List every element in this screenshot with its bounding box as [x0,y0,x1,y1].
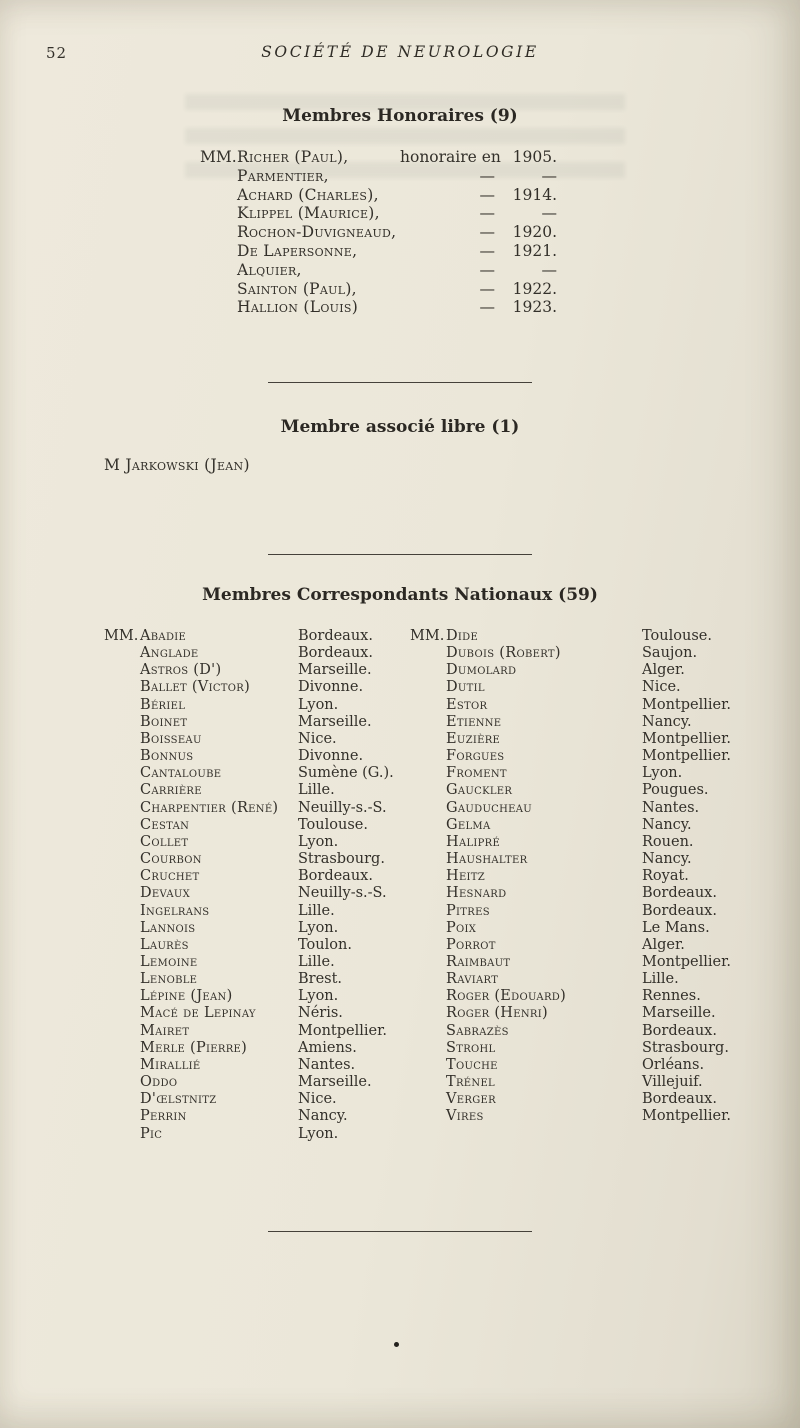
mm-prefix [410,937,446,954]
member-name: Hallion (Louis) [237,298,359,317]
correspondant-row [104,834,406,851]
member-name: Pic [140,1125,163,1142]
member-city: Lyon. [298,919,339,936]
member-city: Bordeaux. [642,1022,717,1039]
member-city: Bordeaux. [642,902,717,919]
member-name: Boisseau [140,730,202,747]
member-city: Toulouse. [298,816,368,833]
correspondant-row [410,1040,750,1057]
member-name: Dumolard [446,662,517,679]
mm-prefix [104,920,140,937]
honoraires-row [200,242,562,261]
honoraire-year: 1920. [512,223,557,242]
honoraire-note: — [479,260,495,279]
member-city: Bordeaux. [642,1091,717,1108]
member-name: Laurès [140,936,189,953]
member-name: Astros (D') [140,662,222,679]
mm-prefix [104,800,140,817]
correspondant-row [104,920,406,937]
honoraires-row [200,298,562,317]
mm-prefix [104,1074,140,1091]
honoraires-row [200,261,562,280]
correspondant-row [104,1126,406,1143]
correspondant-row [104,1005,406,1022]
mm-prefix [104,988,140,1005]
mm-prefix: MM. [200,148,237,166]
member-name: Pitres [446,902,490,919]
correspondants-section-title: Membres Correspondants Nationaux (59) [202,585,598,605]
member-name: Bonnus [140,748,194,765]
member-name: Klippel (Maurice), [237,204,380,223]
member-name: Mirallié [140,1056,201,1073]
correspondant-row [410,731,750,748]
correspondant-row [104,1023,406,1040]
mm-prefix [200,242,237,261]
member-city: Divonne. [298,679,364,696]
mm-prefix [104,1005,140,1022]
member-name: Parmentier, [237,166,329,185]
correspondant-row [104,1040,406,1057]
member-city: Marseille. [298,662,372,679]
page-number: 52 [46,44,68,62]
member-name: Verger [446,1091,496,1108]
correspondant-row [410,662,750,679]
member-name: Bériel [140,696,186,713]
member-name: Cestan [140,816,190,833]
mm-prefix [410,697,446,714]
mm-prefix [104,1057,140,1074]
member-name: Lenoble [140,971,198,988]
member-name: Merle (Pierre) [140,1039,248,1056]
honoraires-row [200,204,562,223]
member-city: Nice. [642,679,681,696]
member-name: D'œlstnitz [140,1091,217,1108]
mm-prefix [410,800,446,817]
honoraires-row [200,186,562,205]
correspondant-row [410,800,750,817]
member-city: Montpellier. [642,953,732,970]
member-name: Hesnard [446,885,507,902]
mm-prefix [104,731,140,748]
honoraire-year: 1905. [512,148,557,166]
running-title: SOCIÉTÉ DE NEUROLOGIE [261,43,539,61]
member-city: Bordeaux. [298,645,373,662]
honoraire-note: honoraire en [400,148,501,166]
correspondant-row [410,834,750,851]
correspondant-row [410,937,750,954]
member-city: Lyon. [298,1125,339,1142]
member-name: Ballet (Victor) [140,679,251,696]
member-name: Boinet [140,713,188,730]
mm-prefix [200,223,237,242]
correspondants-right-column [410,628,750,1143]
member-city: Lyon. [298,833,339,850]
mm-prefix [410,782,446,799]
mm-prefix [104,903,140,920]
honoraire-year: — [541,260,557,279]
member-city: Nantes. [298,1056,356,1073]
correspondant-row [104,971,406,988]
correspondant-row [104,937,406,954]
member-name: Cruchet [140,868,200,885]
member-name: Raviart [446,971,499,988]
mm-prefix [104,834,140,851]
member-city: Nancy. [642,816,692,833]
correspondant-row [104,679,406,696]
mm-prefix [200,204,237,223]
member-city: Marseille. [642,1005,716,1022]
member-name: Achard (Charles), [237,185,379,204]
mm-prefix [104,697,140,714]
honoraires-row [200,223,562,242]
honoraire-year: 1923. [512,298,557,317]
member-city: Strasbourg. [642,1039,729,1056]
honoraire-note: — [479,298,495,317]
member-city: Lyon. [298,696,339,713]
member-city: Nice. [298,730,337,747]
mm-prefix [104,1040,140,1057]
member-city: Lyon. [642,765,683,782]
member-name: Anglade [140,645,199,662]
mm-prefix [104,765,140,782]
honoraires-list [200,148,562,317]
correspondant-row [410,714,750,731]
member-name: Perrin [140,1108,187,1125]
mm-prefix [410,868,446,885]
mm-prefix [104,782,140,799]
mm-prefix [104,868,140,885]
member-name: Roger (Edouard) [446,988,567,1005]
mm-prefix: MM. [410,628,445,644]
mm-prefix [410,748,446,765]
associe-member: M Jarkowski (Jean) [104,456,250,474]
mm-prefix [104,714,140,731]
member-city: Toulon. [298,936,352,953]
member-name: Haushalter [446,851,528,868]
correspondant-row [104,748,406,765]
correspondant-row [104,903,406,920]
section-divider [268,382,532,383]
member-name: Raimbaut [446,953,511,970]
correspondant-row [104,697,406,714]
member-name: Porrot [446,936,496,953]
correspondant-row [104,1091,406,1108]
mm-prefix [104,954,140,971]
correspondant-row [104,1074,406,1091]
mm-prefix [410,920,446,937]
mm-prefix [410,679,446,696]
member-city: Strasbourg. [298,851,385,868]
mm-prefix [410,645,446,662]
member-city: Nice. [298,1091,337,1108]
correspondant-row [410,782,750,799]
mm-prefix [104,645,140,662]
mm-prefix [104,1108,140,1125]
member-name: Vires [446,1108,484,1125]
member-city: Sumène (G.). [298,765,394,782]
honoraire-note: — [479,279,495,298]
member-name: Collet [140,833,189,850]
mm-prefix [410,1057,446,1074]
correspondants-columns [104,628,764,1143]
member-city: Toulouse. [642,628,712,644]
member-city: Nancy. [298,1108,348,1125]
member-city: Brest. [298,971,343,988]
correspondant-row [410,920,750,937]
member-city: Bordeaux. [298,628,373,644]
member-name: Courbon [140,851,202,868]
mm-prefix [410,714,446,731]
correspondant-row [104,782,406,799]
member-name: Poix [446,919,477,936]
member-name: Halipré [446,833,501,850]
honoraires-row [200,148,562,167]
correspondant-row [410,851,750,868]
mm-prefix: MM. [104,628,139,644]
mm-prefix [104,937,140,954]
member-name: Gelma [446,816,491,833]
member-city: Montpellier. [642,730,732,747]
member-name: Sabrazès [446,1022,509,1039]
member-city: Nancy. [642,713,692,730]
correspondant-row [410,988,750,1005]
mm-prefix [104,851,140,868]
honoraires-row [200,280,562,299]
member-name: Oddo [140,1074,178,1091]
member-city: Villejuif. [642,1074,703,1091]
member-name: Dubois (Robert) [446,645,561,662]
member-city: Rennes. [642,988,701,1005]
member-city: Lyon. [298,988,339,1005]
correspondant-row [410,748,750,765]
member-city: Neuilly-s.-S. [298,799,387,816]
correspondant-row [104,885,406,902]
correspondant-row [410,1074,750,1091]
section-divider [268,1231,532,1232]
correspondant-row [410,1108,750,1125]
member-name: Dide [446,628,479,644]
honoraires-row [200,167,562,186]
mm-prefix [410,903,446,920]
member-name: Ingelrans [140,902,210,919]
member-city: Montpellier. [642,748,732,765]
mm-prefix [410,1005,446,1022]
correspondant-row [104,851,406,868]
member-city: Marseille. [298,713,372,730]
member-city: Royat. [642,868,689,885]
honoraire-note: — [479,241,495,260]
honoraire-year: 1914. [512,185,557,204]
correspondant-row [410,765,750,782]
correspondant-row [410,954,750,971]
member-city: Bordeaux. [642,885,717,902]
mm-prefix [410,1091,446,1108]
member-city: Marseille. [298,1074,372,1091]
member-city: Montpellier. [642,1108,732,1125]
member-city: Rouen. [642,833,694,850]
member-name: Froment [446,765,507,782]
associe-section-title: Membre associé libre (1) [280,417,520,437]
member-name: Richer (Paul), [237,148,349,166]
correspondant-row [104,645,406,662]
correspondant-row [410,903,750,920]
correspondant-row [410,971,750,988]
correspondant-row [410,1057,750,1074]
honoraire-year: — [541,204,557,223]
mm-prefix [200,167,237,186]
mm-prefix [410,988,446,1005]
mm-prefix [410,971,446,988]
member-name: Cantaloube [140,765,222,782]
mm-prefix [200,261,237,280]
mm-prefix [104,1126,140,1143]
honoraire-year: — [541,166,557,185]
correspondant-row [104,868,406,885]
mm-prefix [104,679,140,696]
mm-prefix [410,662,446,679]
correspondant-row [410,817,750,834]
mm-prefix [410,1074,446,1091]
member-city: Nancy. [642,851,692,868]
member-name: De Lapersonne, [237,241,358,260]
member-name: Estor [446,696,488,713]
mm-prefix [104,662,140,679]
member-city: Saujon. [642,645,698,662]
member-name: Devaux [140,885,191,902]
section-divider [268,554,532,555]
correspondant-row [410,1091,750,1108]
member-name: Abadie [140,628,187,644]
mm-prefix [200,186,237,205]
mm-prefix [410,1108,446,1125]
member-name: Strohl [446,1039,496,1056]
member-city: Lille. [298,902,335,919]
mm-prefix [410,851,446,868]
correspondant-row [104,1057,406,1074]
member-city: Lille. [642,971,679,988]
correspondant-row [410,1023,750,1040]
mm-prefix [410,834,446,851]
member-name: Gauckler [446,782,513,799]
mm-prefix [200,280,237,299]
mm-prefix [410,765,446,782]
mm-prefix [410,1023,446,1040]
mm-prefix [104,1023,140,1040]
correspondant-row [410,628,750,645]
correspondant-row [410,645,750,662]
member-name: Sainton (Paul), [237,279,357,298]
member-name: Lannois [140,919,196,936]
honoraire-note: — [479,185,495,204]
member-name: Roger (Henri) [446,1005,548,1022]
member-name: Charpentier (René) [140,799,279,816]
member-city: Neuilly-s.-S. [298,885,387,902]
member-city: Montpellier. [298,1022,388,1039]
correspondant-row [104,628,406,645]
member-city: Lille. [298,782,335,799]
mm-prefix [104,885,140,902]
print-artifact-dot [394,1342,399,1347]
correspondant-row [410,885,750,902]
correspondant-row [104,662,406,679]
member-name: Mairet [140,1022,190,1039]
member-name: Lemoine [140,953,198,970]
correspondant-row [410,697,750,714]
member-name: Etienne [446,713,502,730]
honoraire-year: 1922. [512,279,557,298]
member-city: Nantes. [642,799,700,816]
correspondant-row [104,954,406,971]
member-name: Gauducheau [446,799,532,816]
member-city: Divonne. [298,748,364,765]
correspondant-row [104,800,406,817]
member-name: Macé de Lepinay [140,1005,256,1022]
member-city: Orléans. [642,1056,705,1073]
member-name: Trénel [446,1074,495,1091]
member-city: Lille. [298,953,335,970]
member-city: Pougues. [642,782,709,799]
mm-prefix [410,1040,446,1057]
honoraire-note: — [479,223,495,242]
correspondant-row [104,714,406,731]
honoraire-note: — [479,204,495,223]
correspondant-row [104,765,406,782]
member-name: Touche [446,1056,498,1073]
member-city: Amiens. [298,1039,357,1056]
member-city: Le Mans. [642,919,710,936]
correspondant-row [410,679,750,696]
member-name: Alquier, [237,260,302,279]
mm-prefix [410,954,446,971]
member-name: Forgues [446,748,505,765]
mm-prefix [200,298,237,317]
member-city: Bordeaux. [298,868,373,885]
member-name: Carrière [140,782,202,799]
member-name: Dutil [446,679,485,696]
correspondant-row [104,731,406,748]
mm-prefix [410,885,446,902]
member-name: Lépine (Jean) [140,988,233,1005]
honoraire-note: — [479,166,495,185]
member-city: Néris. [298,1005,343,1022]
member-name: Heitz [446,868,486,885]
correspondants-left-column [104,628,406,1143]
mm-prefix [104,748,140,765]
correspondant-row [410,868,750,885]
member-city: Alger. [642,936,685,953]
honoraire-year: 1921. [512,241,557,260]
mm-prefix [104,971,140,988]
mm-prefix [104,1091,140,1108]
mm-prefix [410,817,446,834]
member-name: Rochon-Duvigneaud, [237,223,397,242]
member-city: Alger. [642,662,685,679]
correspondant-row [104,988,406,1005]
correspondant-row [410,1005,750,1022]
correspondant-row [104,1108,406,1125]
member-name: Euzière [446,730,501,747]
member-city: Montpellier. [642,696,732,713]
honoraires-section-title: Membres Honoraires (9) [282,106,518,126]
correspondant-row [104,817,406,834]
mm-prefix [410,731,446,748]
mm-prefix [104,817,140,834]
